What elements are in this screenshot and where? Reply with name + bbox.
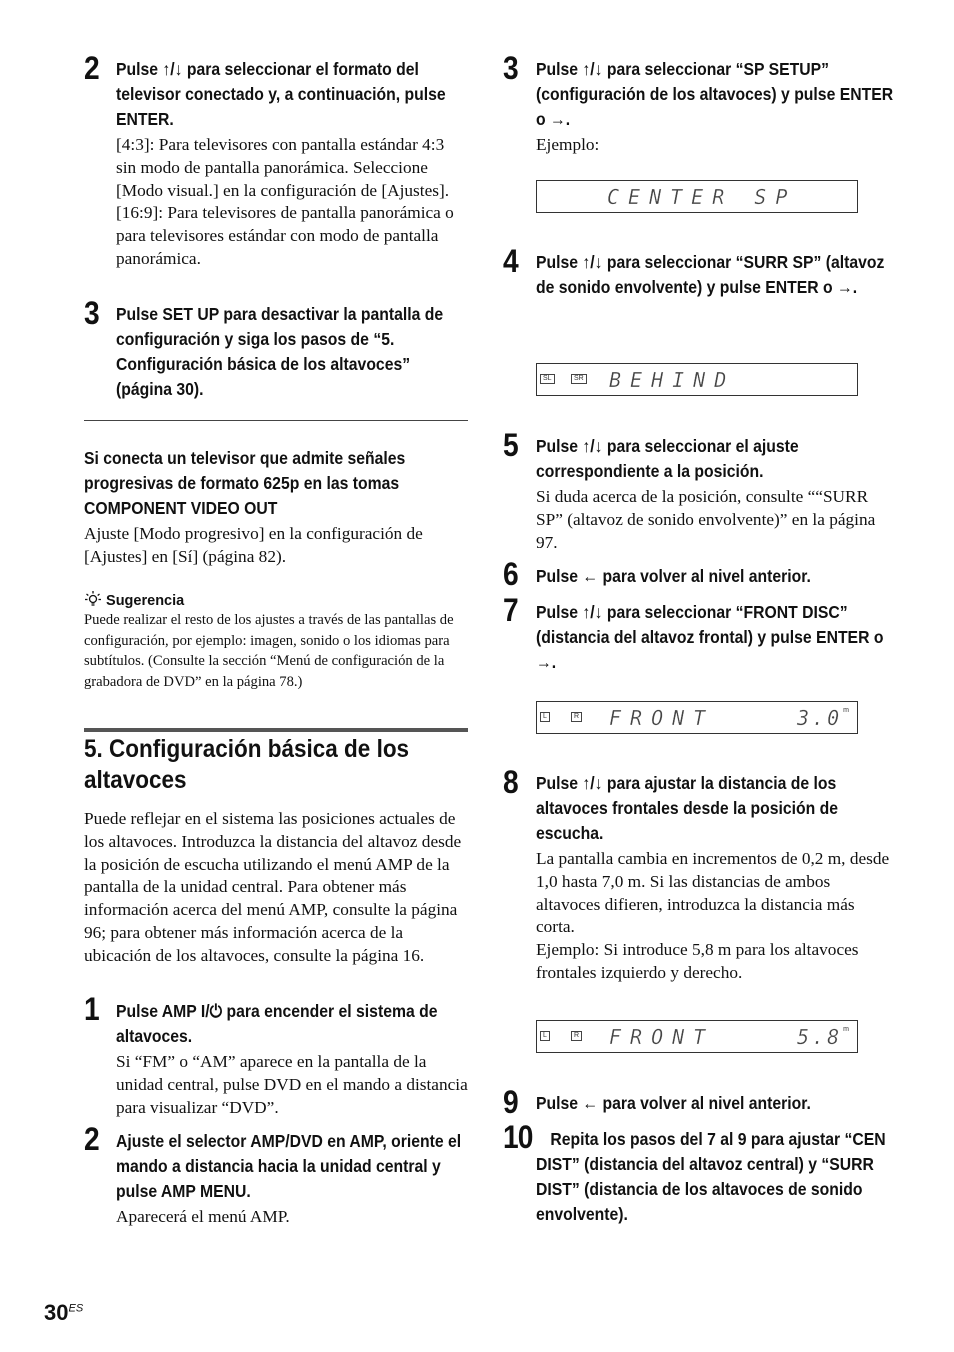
step-number: 9	[503, 1084, 518, 1120]
step-number: 1	[84, 991, 99, 1027]
display-text: BEHIND	[609, 368, 736, 392]
display-panel	[536, 1020, 858, 1053]
step-number: 2	[84, 1121, 99, 1157]
step-title: Pulse ↑/↓ para seleccionar el formato del televisor conectado y, a continuación, pulse ENTER.	[116, 59, 446, 129]
lightbulb-icon	[84, 590, 102, 608]
step-title: Pulse ↑/↓ para seleccionar “FRONT DISC” (distancia del altavoz frontal) y pulse ENTER o →.	[536, 602, 884, 672]
step-body: Aparecerá el menú AMP.	[116, 1207, 290, 1226]
step-number: 7	[503, 592, 518, 628]
tip-label: Sugerencia	[106, 593, 185, 609]
step-title: Pulse ↑/↓ para seleccionar “SURR SP” (altavoz de sonido envolvente) y pulse ENTER o →.	[536, 252, 885, 297]
indicator-sl: SL	[540, 374, 555, 384]
page-number	[44, 1300, 83, 1326]
display-panel	[536, 363, 858, 396]
step-body: Si duda acerca de la posición, consulte ““SURR SP” (altavoz de sonido envolvente)” en la página 97.	[536, 487, 876, 552]
display-value: 3.0	[797, 706, 843, 730]
indicator-r: R	[571, 1031, 582, 1041]
indicator-r: R	[571, 712, 582, 722]
display-panel	[536, 701, 858, 734]
note-body: Ajuste [Modo progresivo] en la configuración de [Ajustes] en [Sí] (página 82).	[84, 524, 423, 566]
step-body: Ejemplo:	[536, 135, 600, 154]
step-title: Ajuste el selector AMP/DVD en AMP, oriente el mando a distancia hacia la unidad central y pulse AMP MENU.	[116, 1131, 462, 1201]
step-body: [4:3]: Para televisores con pantalla estándar 4:3 sin modo de pantalla panorámica. Seleccione [Modo visual.] en la configuración de [Ajustes]. [16:9]: Para televisores de pantalla panorámica o para televisores estándar con modo de pantalla panorámica.	[116, 135, 454, 268]
step-title: Pulse ← para volver al nivel anterior.	[536, 1093, 811, 1113]
step-title: Repita los pasos del 7 al 9 para ajustar “CEN DIST” (distancia del altavoz central) y “SURR DIST” (distancia de los altavoces de sonido envolvente).	[536, 1129, 886, 1224]
tip-body: Puede realizar el resto de los ajustes a través de las pantallas de configuración, por ejemplo: imagen, sonido o los idiomas para subtítulos. (Consulte la sección “Menú de configuración de la grabadora de DVD” en la página 78.)	[84, 612, 454, 690]
display-text: FRONT	[609, 706, 715, 730]
indicator-l: L	[540, 712, 550, 722]
indicator-sr: SR	[571, 374, 587, 384]
page-lang: ES	[68, 1302, 84, 1315]
step-title: Pulse ↑/↓ para ajustar la distancia de los altavoces frontales desde la posición de escucha.	[536, 773, 838, 843]
step-title: Pulse ↑/↓ para seleccionar el ajuste correspondiente a la posición.	[536, 436, 799, 481]
step-title: Pulse AMP I/⏻ para encender el sistema de altavoces.	[116, 1001, 438, 1046]
step-number: 10	[503, 1119, 533, 1155]
display-value: 5.8	[797, 1025, 843, 1049]
step-number: 2	[84, 50, 99, 86]
display-unit: m	[843, 1026, 849, 1033]
step-number: 5	[503, 427, 518, 463]
display-text: CENTER SP	[607, 185, 797, 209]
section-title: 5. Configuración básica de los altavoces	[84, 735, 410, 794]
page-number-value: 30	[44, 1300, 69, 1325]
step-number: 4	[503, 243, 518, 279]
step-title: Pulse SET UP para desactivar la pantalla de configuración y siga los pasos de “5. Configuración básica de los altavoces” (página 30).	[116, 304, 444, 399]
tip-heading	[84, 590, 184, 611]
step-body: Si “FM” o “AM” aparece en la pantalla de la unidad central, pulse DVD en el mando a distancia para visualizar “DVD”.	[116, 1052, 468, 1117]
step-body: Ejemplo: Si introduce 5,8 m para los altavoces frontales izquierdo y derecho.	[536, 940, 859, 982]
step-number: 3	[503, 50, 518, 86]
display-panel	[536, 180, 858, 213]
step-title: Pulse ← para volver al nivel anterior.	[536, 566, 811, 586]
step-title: Pulse ↑/↓ para seleccionar “SP SETUP” (configuración de los altavoces) y pulse ENTER o →.	[536, 59, 894, 129]
section-rule	[84, 728, 468, 732]
step-number: 8	[503, 764, 518, 800]
divider	[84, 420, 468, 421]
step-body: La pantalla cambia en incrementos de 0,2 m, desde 1,0 hasta 7,0 m. Si las distancias de ambos altavoces difieren, introduzca la distancia más corta.	[536, 849, 890, 937]
display-text: FRONT	[609, 1025, 715, 1049]
note-title: Si conecta un televisor que admite señales progresivas de formato 625p en las tomas COMPONENT VIDEO OUT	[84, 448, 406, 518]
indicator-l: L	[540, 1031, 550, 1041]
step-number: 3	[84, 295, 99, 331]
step-number: 6	[503, 556, 518, 592]
section-intro: Puede reflejar en el sistema las posiciones actuales de los altavoces. Introduzca la distancia del altavoz desde la posición de escucha utilizando el menú AMP de la pantalla de la unidad central. Para obtener más información acerca del menú AMP, consulte la página 96; para obtener más información acerca de la ubicación de los altavoces, consulte la página 16.	[84, 809, 462, 965]
display-unit: m	[843, 707, 849, 714]
